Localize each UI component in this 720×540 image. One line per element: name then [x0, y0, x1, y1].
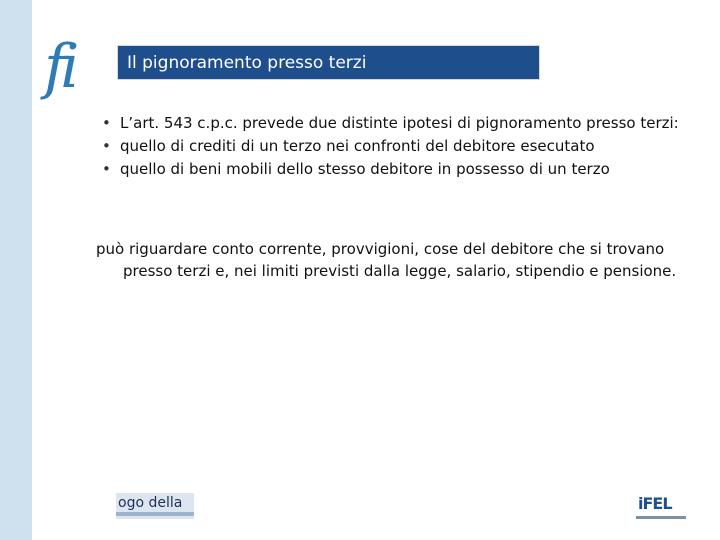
bullet-dot-icon: •: [102, 137, 111, 155]
bullet-text: L’art. 543 c.p.c. prevede due distinte ipotesi di pignoramento presso terzi:: [120, 114, 679, 132]
footer-logo-left-text: ogo della: [118, 495, 183, 511]
body-paragraph: può riguardare conto corrente, provvigioni, cose del debitore che si trovano presso terzi e, nei limiti previsti dalla legge, salario, stipendio e pensione.: [96, 240, 677, 280]
bullet-item: [102, 158, 692, 181]
bullet-item: [102, 135, 692, 158]
bullet-list: [102, 112, 692, 181]
fi-logo-icon: fi: [44, 32, 74, 102]
slide-title: Il pignoramento presso terzi: [127, 53, 367, 73]
left-accent-bar: [0, 0, 32, 540]
ifel-logo-underline: [636, 516, 686, 519]
bullet-dot-icon: •: [102, 114, 111, 132]
bullet-dot-icon: •: [102, 160, 111, 178]
ifel-logo: [636, 492, 686, 522]
bullet-item: [102, 112, 692, 135]
bullet-text: quello di crediti di un terzo nei confronti del debitore esecutato: [120, 137, 595, 155]
bullet-text: quello di beni mobili dello stesso debitore in possesso di un terzo: [120, 160, 610, 178]
footer-logo-strip: [116, 512, 194, 516]
footer-logo-left: [116, 493, 194, 519]
ifel-logo-text: iFEL: [638, 494, 672, 513]
title-bar: [117, 45, 540, 80]
